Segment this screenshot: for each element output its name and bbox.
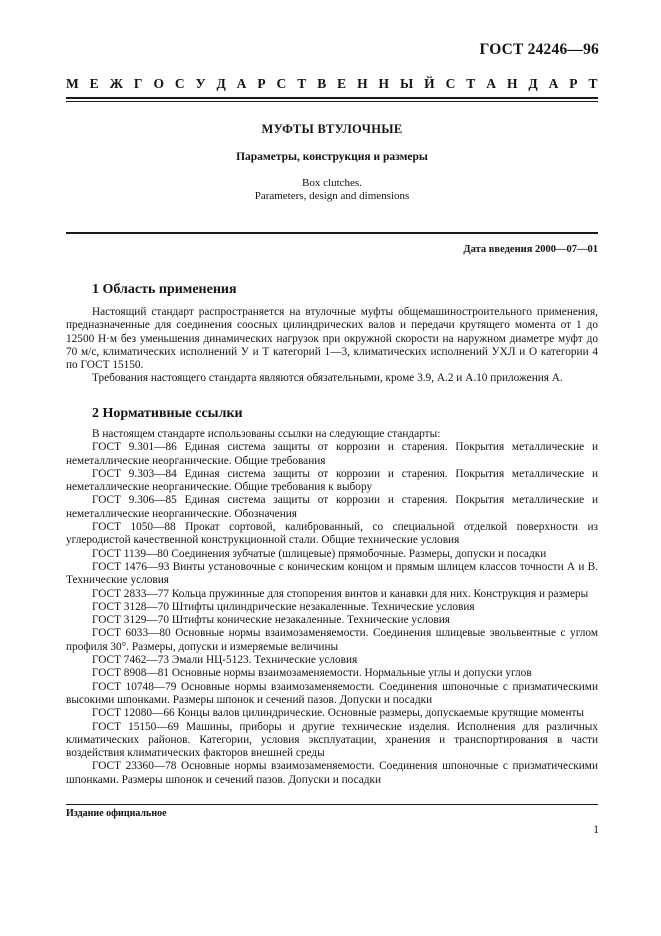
title-block-rule <box>66 232 598 234</box>
reference-item: ГОСТ 2833—77 Кольца пружинные для стопорения винтов и канавки для них. Конструкция и размеры <box>92 587 589 600</box>
reference-item: ГОСТ 9.303—84 Единая система защиты от коррозии и старения. Покрытия металлические и неметаллические неорганические. Общие требования к выбору <box>66 467 598 494</box>
reference-item: ГОСТ 15150—69 Машины, приборы и другие технические изделия. Исполнения для различных климатических районов. Категории, условия эксплуатации, хранения и транспортирования в части воздействия климатических факторов внешней среды <box>66 720 598 760</box>
reference-item: ГОСТ 3129—70 Штифты конические незакаленные. Технические условия <box>92 614 450 627</box>
document-title: МУФТЫ ВТУЛОЧНЫЕ <box>261 122 403 136</box>
reference-item: ГОСТ 9.306—85 Единая система защиты от коррозии и старения. Покрытия металлические и неметаллические неорганические. Обозначения <box>66 494 598 520</box>
interstate-standard-header: М Е Ж Г О С У Д А Р С Т В Е Н Н Ы Й С Т А Н Д А Р Т <box>66 76 598 91</box>
reference-item: ГОСТ 1476—93 Винты установочные с коническим концом и прямым шлицем классов точности А и В. Технические условия <box>66 560 598 587</box>
reference-item: ГОСТ 1050—88 Прокат сортовой, калиброванный, со специальной отделкой поверхности из углеродистой качественной конструкционной стали. Общие технические условия <box>66 521 598 547</box>
introduction-date: Дата введения 2000—07—01 <box>463 244 598 255</box>
header-rule-thick <box>66 97 598 99</box>
section-heading-references: 2 Нормативные ссылки <box>92 406 243 421</box>
reference-item: ГОСТ 1139—80 Соединения зубчатые (шлицевые) прямобочные. Размеры, допуски и посадки <box>92 547 547 560</box>
reference-item: ГОСТ 23360—78 Основные нормы взаимозаменяемости. Соединения шпоночные с призматическими шпонками. Размеры шпонок и сечений пазов. Допуски и посадки <box>66 760 598 786</box>
paragraph: В настоящем стандарте использованы ссылки на следующие стандарты: <box>92 428 441 440</box>
reference-item: ГОСТ 9.301—86 Единая система защиты от коррозии и старения. Покрытия металлические и неметаллические неорганические. Общие требования <box>66 441 598 467</box>
reference-item: ГОСТ 3128—70 Штифты цилиндрические незакаленные. Технические условия <box>92 600 475 613</box>
section-scope-body <box>66 306 598 386</box>
english-title-line-1: Box clutches. <box>302 177 362 189</box>
document-subtitle: Параметры, конструкция и размеры <box>236 151 428 163</box>
reference-item: ГОСТ 10748—79 Основные нормы взаимозаменяемости. Соединения шпоночные с призматическими высокими шпонками. Размеры шпонок и сечений пазов. Допуски и посадки <box>66 680 598 706</box>
standard-number: ГОСТ 24246—96 <box>479 41 599 58</box>
edition-label: Издание официальное <box>66 808 167 819</box>
footer-rule <box>66 804 598 805</box>
reference-item: ГОСТ 6033—80 Основные нормы взаимозаменяемости. Соединения шлицевые эвольвентные с углом профиля 30°. Размеры, допуски и измеряемые величины <box>66 627 598 653</box>
header-rule-thin <box>66 101 598 102</box>
english-title <box>66 177 598 202</box>
reference-item: ГОСТ 12080—66 Концы валов цилиндрические. Основные размеры, допускаемые крутящие моменты <box>92 707 585 720</box>
page-number: 1 <box>593 824 599 836</box>
paragraph: Требования настоящего стандарта являются обязательными, кроме 3.9, А.2 и А.10 приложения А. <box>92 372 563 385</box>
english-title-line-2: Parameters, design and dimensions <box>254 189 410 202</box>
section-heading-scope: 1 Область применения <box>92 282 237 297</box>
reference-item: ГОСТ 7462—73 Эмали НЦ-5123. Технические условия <box>92 654 358 667</box>
paragraph: Настоящий стандарт распространяется на втулочные муфты общемашиностроительного применения, предназначенные для соединения соосных цилиндрических валов и передачи крутящего момента от 1 до 12500 Н·м без уменьшения динамических нагрузок при окружной скорости на наружном диаметре муфт до 70 м/с, климатических исполнений У и Т категорий 1—3, климатических исполнений УХЛ и О категории 4 по ГОСТ 15150. <box>66 306 598 372</box>
reference-item: ГОСТ 8908—81 Основные нормы взаимозаменяемости. Нормальные углы и допуски углов <box>92 667 532 680</box>
section-references-body <box>66 428 598 787</box>
